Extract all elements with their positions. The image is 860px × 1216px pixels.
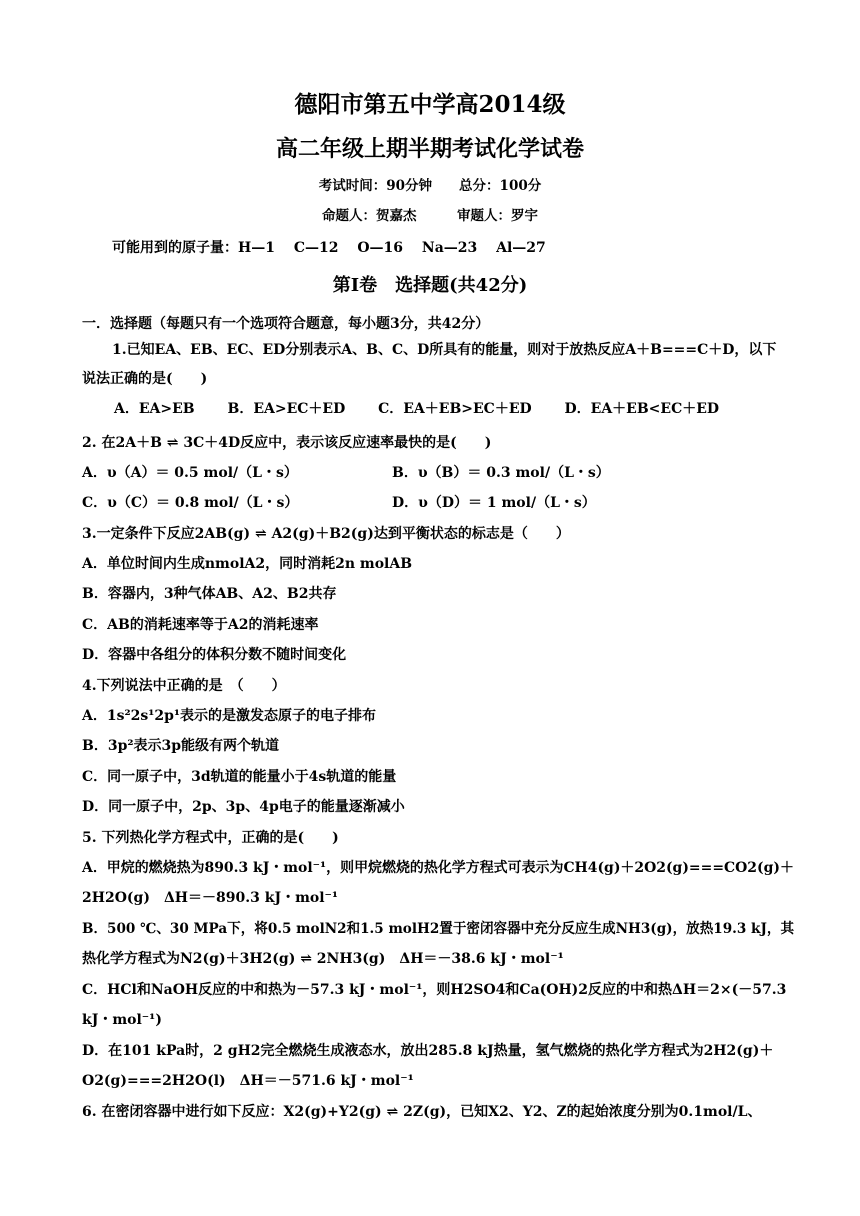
q3-option-a: A．单位时间内生成nmolA2，同时消耗2n molAB [82,556,413,572]
q5-option-a-line1: A．甲烷的燃烧热为890.3 kJ・mol⁻¹，则甲烷燃烧的热化学方程式可表示为CH4(g)＋2O2(g)===CO2(g)＋ [82,860,794,876]
atomic-mass-line: 可能用到的原子量：H—1 C—12 O—16 Na—23 Al—27 [112,240,546,256]
q4-option-b: B．3p²表示3p能级有两个轨道 [82,738,280,754]
exam-time-line: 考试时间：90分钟 总分：100分 [318,178,542,194]
q3-option-c: C．AB的消耗速率等于A2的消耗速率 [82,617,319,633]
q5-option-c-line2: kJ・mol⁻¹) [82,1012,162,1028]
q5-option-a-line2: 2H2O(g) ΔH＝－890.3 kJ・mol⁻¹ [82,890,339,906]
authors-line: 命题人：贺嘉杰 审题人：罗宇 [322,208,538,224]
q4-option-d: D．同一原子中，2p、3p、4p电子的能量逐渐减小 [82,799,405,815]
q2-option-b: B．υ（B）＝ 0.3 mol/（L・s） [392,465,610,481]
q2-stem: 2. 在2A＋B ⇌ 3C＋4D反应中，表示该反应速率最快的是( ) [82,435,492,451]
q5-stem: 5. 下列热化学方程式中，正确的是( ) [82,830,339,846]
q1-options: A．EA>EB B．EA>EC＋ED C．EA＋EB>EC＋ED D．EA＋EB<EC＋ED [114,401,720,417]
section-instruction: 一．选择题（每题只有一个选项符合题意，每小题3分，共42分） [82,316,490,332]
q5-option-b-line2: 热化学方程式为N2(g)＋3H2(g) ⇌ 2NH3(g) ΔH＝－38.6 kJ・mol⁻¹ [82,951,564,967]
q4-option-a: A．1s²2s¹2p¹表示的是激发态原子的电子排布 [82,708,377,724]
q1-stem-line1: 1.已知EA、EB、EC、ED分别表示A、B、C、D所具有的能量，则对于放热反应A＋B===C＋D，以下 [112,342,777,358]
q3-option-d: D．容器中各组分的体积分数不随时间变化 [82,647,347,663]
q4-stem: 4.下列说法中正确的是 （ ） [82,678,286,694]
q6-stem: 6. 在密闭容器中进行如下反应：X2(g)+Y2(g) ⇌ 2Z(g)，已知X2、Y2、Z的起始浓度分别为0.1mol/L、 [82,1104,762,1120]
q5-option-c-line1: C．HCl和NaOH反应的中和热为－57.3 kJ・mol⁻¹，则H2SO4和Ca(OH)2反应的中和热ΔH＝2×(－57.3 [82,982,787,998]
q2-option-d: D．υ（D）＝ 1 mol/（L・s） [392,495,596,511]
q4-option-c: C．同一原子中，3d轨道的能量小于4s轨道的能量 [82,769,397,785]
q2-option-c: C．υ（C）＝ 0.8 mol/（L・s） [82,495,299,511]
q5-option-d-line1: D．在101 kPa时，2 gH2完全燃烧生成液态水，放出285.8 kJ热量，氢气燃烧的热化学方程式为2H2(g)＋ [82,1043,774,1059]
school-title: 德阳市第五中学高2014级 [294,91,566,118]
q5-option-d-line2: O2(g)===2H2O(l) ΔH＝－571.6 kJ・mol⁻¹ [82,1073,414,1089]
q1-stem-line2: 说法正确的是( ) [82,371,208,387]
exam-title: 高二年级上期半期考试化学试卷 [275,136,584,162]
q3-stem: 3.一定条件下反应2AB(g) ⇌ A2(g)＋B2(g)达到平衡状态的标志是（ ） [82,526,570,542]
q2-option-a: A．υ（A）＝ 0.5 mol/（L・s） [82,465,298,481]
q5-option-b-line1: B．500 ℃、30 MPa下，将0.5 molN2和1.5 molH2置于密闭容器中充分反应生成NH3(g)，放热19.3 kJ，其 [82,921,795,937]
part1-title: 第Ⅰ卷 选择题(共42分) [332,275,528,296]
q3-option-b: B．容器内，3种气体AB、A2、B2共存 [82,586,337,602]
